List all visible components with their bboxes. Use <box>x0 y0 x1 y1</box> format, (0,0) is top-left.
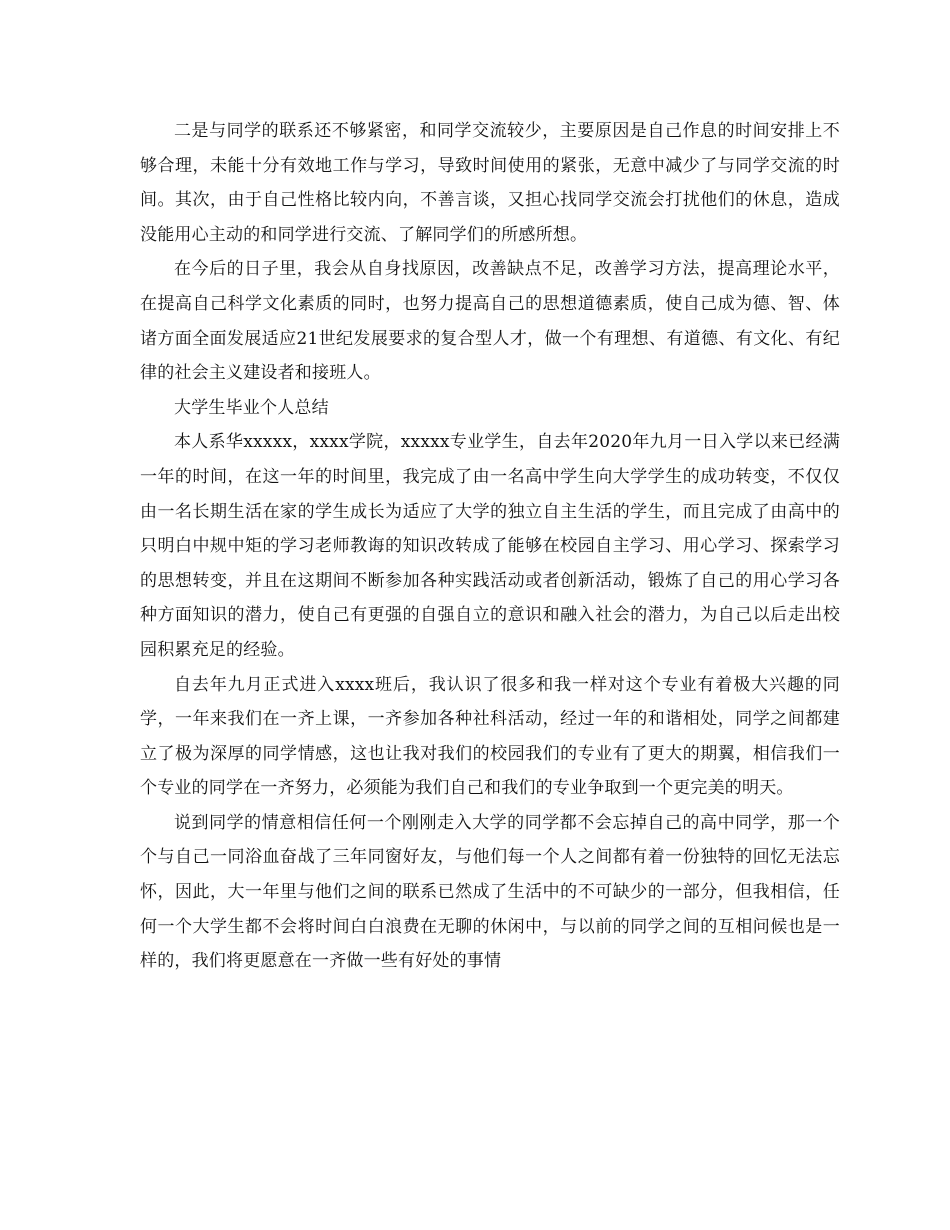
paragraph: 二是与同学的联系还不够紧密，和同学交流较少，主要原因是自己作息的时间安排上不够合理，未能十分有效地工作与学习，导致时间使用的紧张，无意中减少了与同学交流的时间。其次，由于自己性格比较内向，不善言谈，又担心找同学交流会打扰他们的休息，造成没能用心主动的和同学进行交流、了解同学们的所感所想。 <box>140 121 840 245</box>
document-body <box>140 114 840 979</box>
paragraph: 本人系华xxxxx，xxxx学院，xxxxx专业学生，自去年2020年九月一日入学以来已经满一年的时间，在这一年的时间里，我完成了由一名高中学生向大学学生的成功转变，不仅仅由一名长期生活在家的学生成长为适应了大学的独立自主生活的学生，而且完成了由高中的只明白中规中矩的学习老师教诲的知识改转成了能够在校园自主学习、用心学习、探索学习的思想转变，并且在这期间不断参加各种实践活动或者创新活动，锻炼了自己的用心学习各种方面知识的潜力，使自己有更强的自强自立的意识和融入社会的潜力，为自己以后走出校园积累充足的经验。 <box>140 432 840 660</box>
paragraph: 说到同学的情意相信任何一个刚刚走入大学的同学都不会忘掉自己的高中同学，那一个个与自己一同浴血奋战了三年同窗好友，与他们每一个人之间都有着一份独特的回忆无法忘怀，因此，大一年里与他们之间的联系已然成了生活中的不可缺少的一部分，但我相信，任何一个大学生都不会将时间白白浪费在无聊的休闲中，与以前的同学之间的互相问候也是一样的，我们将更愿意在一齐做一些有好处的事情 <box>140 812 840 972</box>
paragraph: 自去年九月正式进入xxxx班后，我认识了很多和我一样对这个专业有着极大兴趣的同学，一年来我们在一齐上课，一齐参加各种社科活动，经过一年的和谐相处，同学之间都建立了极为深厚的同学情感，这也让我对我们的校园我们的专业有了更大的期翼，相信我们一个专业的同学在一齐努力，必须能为我们自己和我们的专业争取到一个更完美的明天。 <box>140 674 840 799</box>
paragraph: 在今后的日子里，我会从自身找原因，改善缺点不足，改善学习方法，提高理论水平，在提高自己科学文化素质的同时，也努力提高自己的思想道德素质，使自己成为德、智、体诸方面全面发展适应21世纪发展要求的复合型人才，做一个有理想、有道德、有文化、有纪律的社会主义建设者和接班人。 <box>140 259 840 384</box>
section-title: 大学生毕业个人总结 <box>174 397 329 418</box>
